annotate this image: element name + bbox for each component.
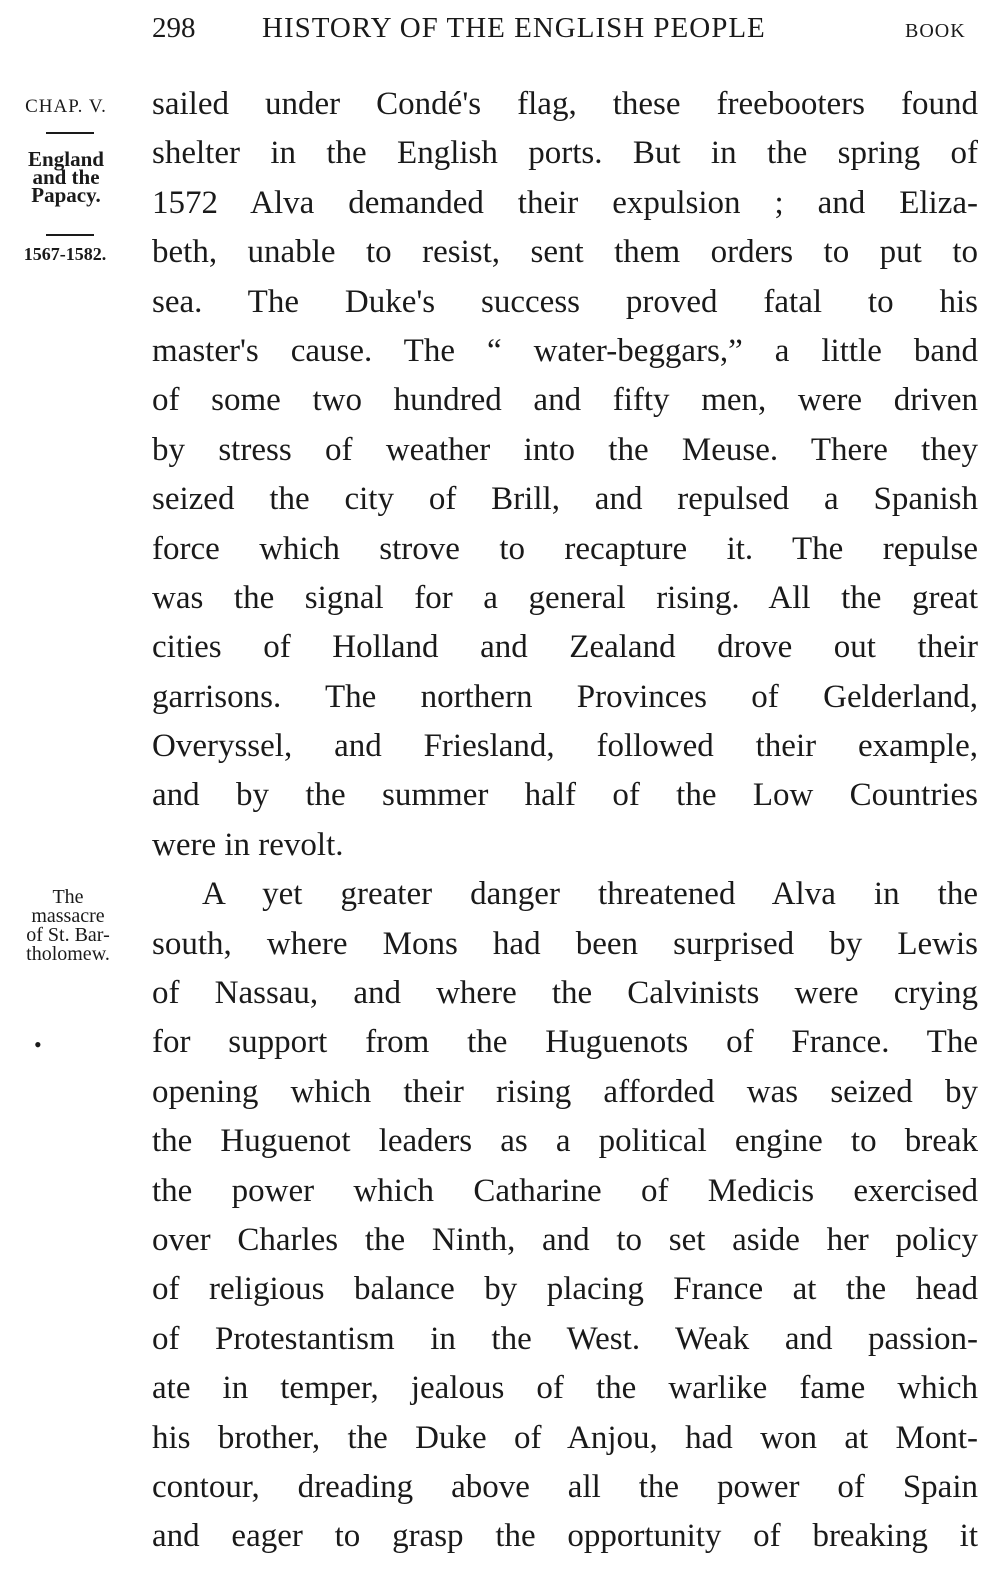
margin-dates: 1567-1582. (23, 244, 107, 264)
text-line: by stress of weather into the Meuse. There they (152, 431, 978, 468)
text-line: were in revolt. (152, 826, 344, 863)
text-line: the power which Catharine of Medicis exercised (152, 1172, 978, 1209)
text-line: south, where Mons had been surprised by Lewis (152, 925, 978, 962)
running-header (0, 10, 1000, 50)
text-line: the Huguenot leaders as a political engine to break (152, 1123, 978, 1160)
margin-note-line: and the (32, 165, 100, 189)
margin-note-line: of St. Bar- (26, 924, 110, 946)
text-line: of religious balance by placing France at the head (152, 1271, 978, 1308)
text-line: force which strove to recapture it. The repulse (152, 530, 978, 567)
text-line: and by the summer half of the Low Countries (152, 777, 978, 814)
stray-dot-mark: • (34, 1032, 42, 1057)
paragraph-2 (152, 870, 978, 1561)
text-line: over Charles the Ninth, and to set aside her policy (152, 1221, 978, 1258)
chapter-label: CHAP. V. (25, 96, 107, 117)
text-line: sailed under Condé's flag, these freebooters found (152, 86, 978, 122)
running-title: HISTORY OF THE ENGLISH PEOPLE (262, 12, 766, 44)
margin-note-line: tholomew. (26, 943, 110, 965)
margin-note-england-papacy (8, 147, 124, 207)
text-line: 1572 Alva demanded their expulsion ; and Eliza- (152, 184, 978, 221)
text-line: of some two hundred and fifty men, were driven (152, 382, 978, 419)
book-label: BOOK (905, 20, 966, 42)
text-line: for support from the Huguenots of France. The (152, 1024, 978, 1061)
text-line: seized the city of Brill, and repulsed a Spanish (152, 481, 978, 518)
margin-note-line: Papacy. (31, 183, 101, 207)
margin-note-line: England (28, 147, 104, 171)
margin-note-line: massacre (31, 905, 105, 927)
text-line: was the signal for a general rising. All the great (152, 579, 978, 616)
text-line: shelter in the English ports. But in the spring of (152, 135, 978, 172)
text-line: A yet greater danger threatened Alva in the (202, 876, 978, 913)
margin-rule-top (46, 132, 94, 134)
text-line: his brother, the Duke of Anjou, had won at Mont- (152, 1419, 978, 1456)
margin-note-massacre (6, 888, 130, 964)
text-line: beth, unable to resist, sent them orders to put to (152, 234, 978, 271)
text-line: cities of Holland and Zealand drove out their (152, 629, 978, 666)
text-line: and eager to grasp the opportunity of breaking it (152, 1518, 978, 1555)
margin-note-line: The (52, 886, 84, 908)
paragraph-1 (152, 80, 978, 870)
text-line: contour, dreading above all the power of Spain (152, 1468, 978, 1505)
text-line: sea. The Duke's success proved fatal to his (152, 283, 978, 320)
text-line: opening which their rising afforded was seized by (152, 1073, 978, 1110)
text-line: Overyssel, and Friesland, followed their example, (152, 728, 978, 765)
text-line: of Protestantism in the West. Weak and passion- (152, 1320, 978, 1357)
text-line: garrisons. The northern Provinces of Gelderland, (152, 678, 978, 715)
main-text (152, 80, 978, 1562)
margin-rule-bottom (46, 234, 94, 236)
text-line: master's cause. The “ water-beggars,” a little band (152, 332, 978, 369)
text-line: of Nassau, and where the Calvinists were crying (152, 975, 978, 1012)
text-line: ate in temper, jealous of the warlike fame which (152, 1370, 978, 1407)
page-number: 298 (152, 12, 196, 44)
